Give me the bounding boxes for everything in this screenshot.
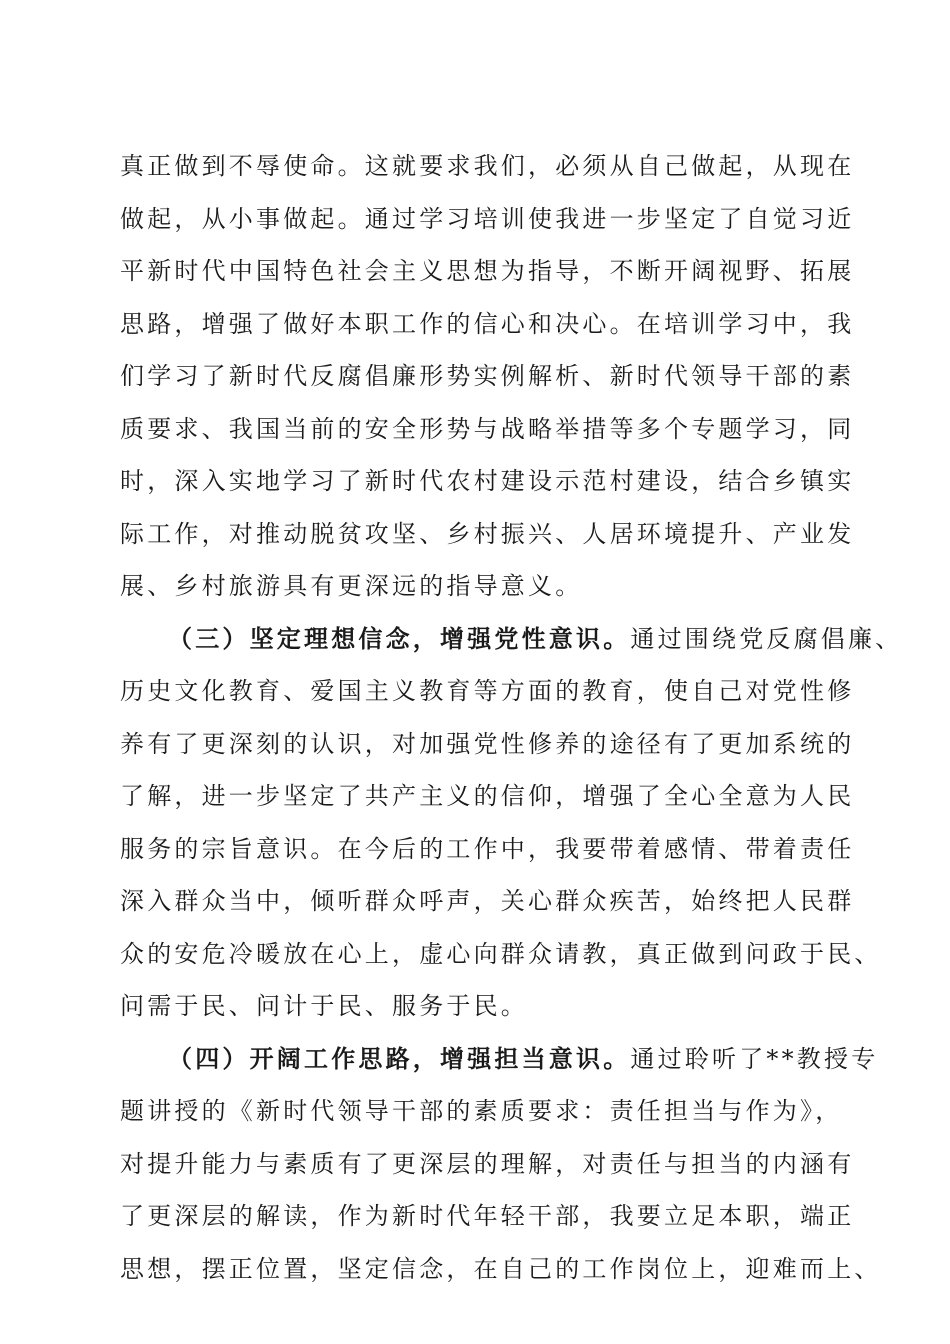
text-line: 题讲授的《新时代领导干部的素质要求：责任担当与作为》， [120,1097,843,1125]
text-line: 历史文化教育、爱国主义教育等方面的教育，使自己对党性修 [120,677,855,705]
text-line: 质要求、我国当前的安全形势与战略举措等多个专题学习，同 [120,414,855,443]
text-line: 际工作，对推动脱贫攻坚、乡村振兴、人居环境提升、产业发 [120,519,855,548]
text-run: 通过围绕党反腐倡廉、 [630,624,903,653]
text-line: 做起，从小事做起。通过学习培训使我进一步坚定了自觉习近 [120,204,855,233]
text-line: 众的安危冷暖放在心上，虚心向群众请教，真正做到问政于民、 [120,939,882,968]
text-line: 了解，进一步坚定了共产主义的信仰，增强了全心全意为人民 [120,782,855,810]
paragraph-first-line [120,613,903,666]
text-line: 平新时代中国特色社会主义思想为指导，不断开阔视野、拓展 [120,257,855,285]
text-line: 展、乡村旅游具有更深远的指导意义。 [120,572,583,600]
text-line: 深入群众当中，倾听群众呼声，关心群众疾苦，始终把人民群 [120,887,855,915]
text-line: 服务的宗旨意识。在今后的工作中，我要带着感情、带着责任 [120,834,855,863]
text-line: 们学习了新时代反腐倡廉形势实例解析、新时代领导干部的素 [120,362,855,390]
body-text [120,140,903,1295]
text-line: 时，深入实地学习了新时代农村建设示范村建设，结合乡镇实 [120,467,855,495]
paragraph-first-line [120,1033,879,1086]
text-line: 思想，摆正位置，坚定信念，在自己的工作岗位上，迎难而上、 [120,1254,882,1283]
text-line: 真正做到不辱使命。这就要求我们，必须从自己做起，从现在 [120,152,855,180]
section-heading: （四）开阔工作思路，增强担当意识。 [168,1043,631,1073]
text-line: 了更深层的解读，作为新时代年轻干部，我要立足本职，端正 [120,1202,855,1230]
text-line: 对提升能力与素质有了更深层的理解，对责任与担当的内涵有 [120,1149,855,1178]
section-heading: （三）坚定理想信念，增强党性意识。 [168,623,631,653]
text-run: 通过聆听了**教授专 [630,1044,879,1073]
text-line: 问需于民、问计于民、服务于民。 [120,992,528,1020]
text-line: 养有了更深刻的认识，对加强党性修养的途径有了更加系统的 [120,729,855,758]
text-line: 思路，增强了做好本职工作的信心和决心。在培训学习中，我 [120,309,855,338]
